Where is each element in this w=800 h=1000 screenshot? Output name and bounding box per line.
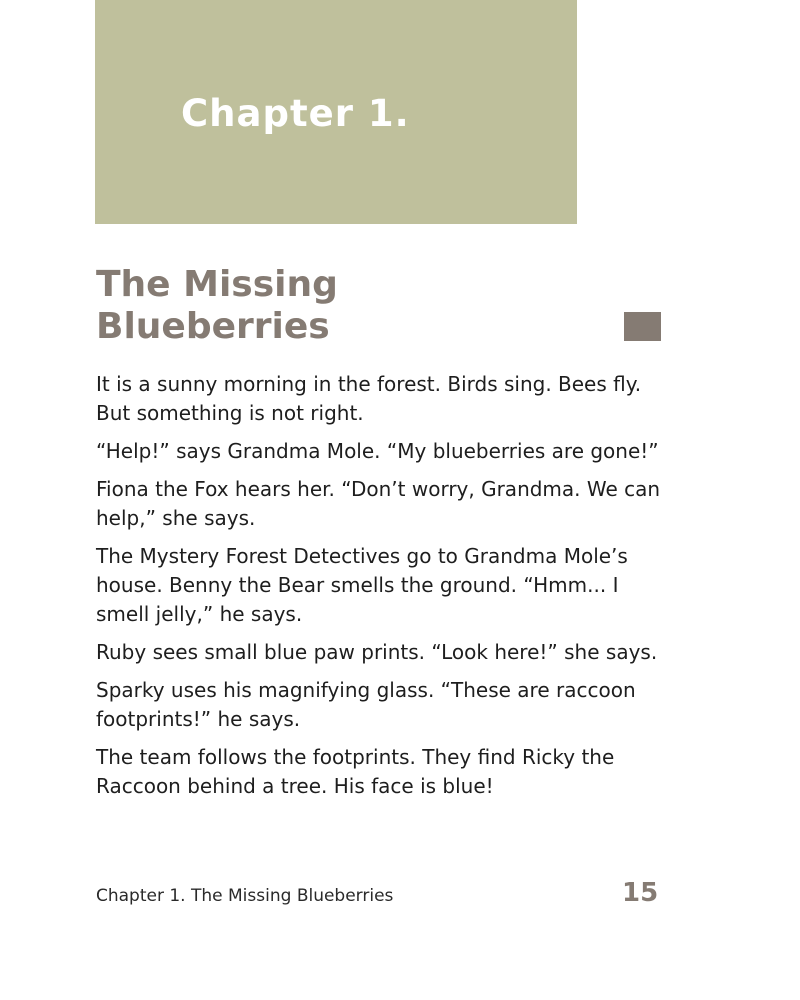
paragraph: Fiona the Fox hears her. “Don’t worry, Grandma. We can help,” she says. bbox=[96, 477, 661, 530]
chapter-header-block bbox=[95, 0, 577, 224]
story-title bbox=[96, 264, 536, 348]
paragraph: Sparky uses his magnifying glass. “These are raccoon footprints!” he says. bbox=[96, 678, 636, 731]
running-footer-title: Chapter 1. The Missing Blueberries bbox=[96, 886, 394, 906]
page-number: 15 bbox=[622, 878, 659, 908]
paragraph: The team follows the footprints. They find Ricky the Raccoon behind a tree. His face is blue! bbox=[96, 745, 615, 798]
paragraph: Ruby sees small blue paw prints. “Look here!” she says. bbox=[96, 640, 658, 664]
paragraph: “Help!” says Grandma Mole. “My blueberries are gone!” bbox=[96, 439, 659, 463]
paragraph: The Mystery Forest Detectives go to Grandma Mole’s house. Benny the Bear smells the ground. “Hmm... I smell jelly,” he says. bbox=[96, 544, 628, 626]
decorative-square bbox=[624, 312, 661, 341]
story-title-line-1: The Missing bbox=[96, 264, 338, 305]
story-body bbox=[96, 370, 666, 810]
story-title-line-2: Blueberries bbox=[96, 306, 330, 347]
paragraph: It is a sunny morning in the forest. Birds sing. Bees fly. But something is not right. bbox=[96, 372, 642, 425]
chapter-label: Chapter 1. bbox=[181, 92, 410, 135]
